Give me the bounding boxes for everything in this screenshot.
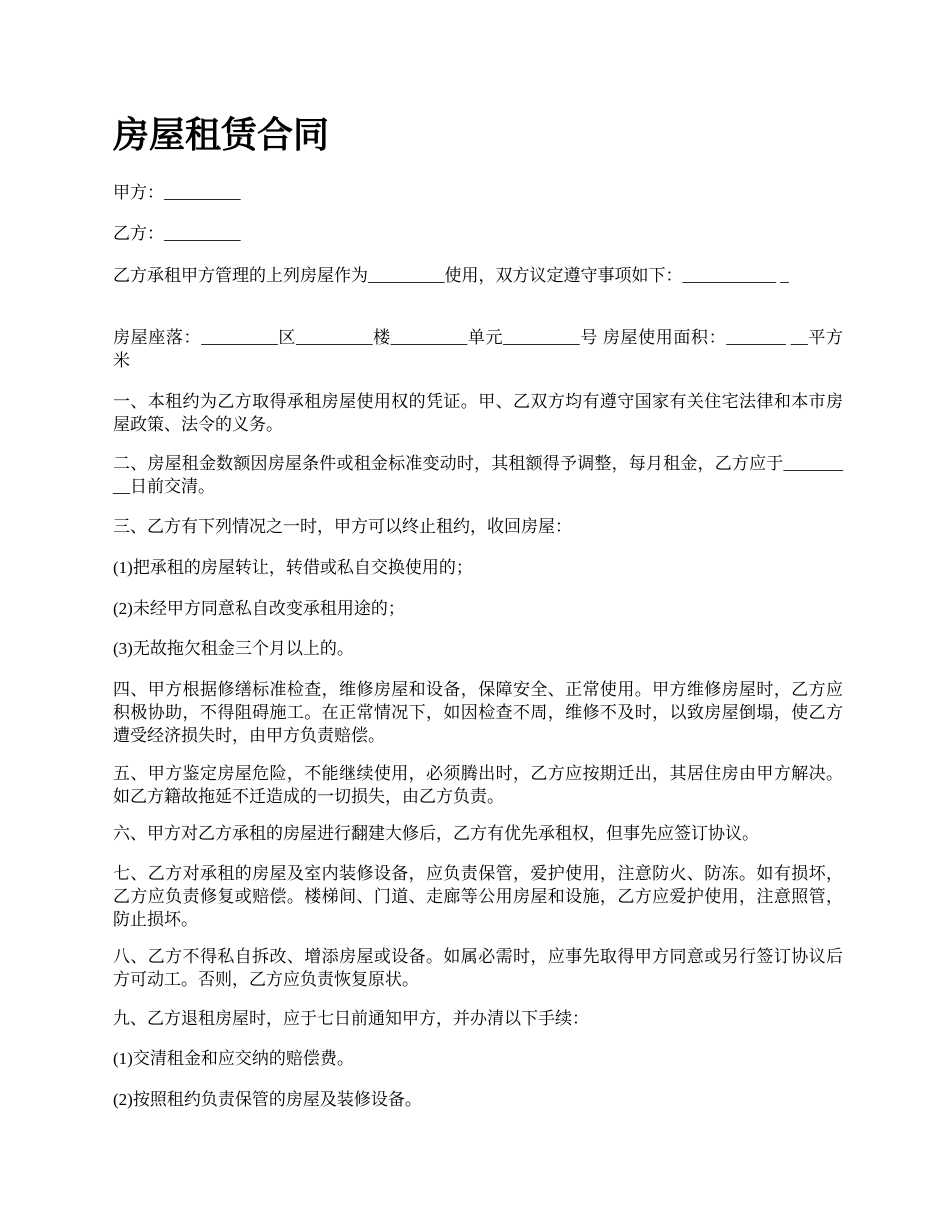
clause-7: 七、乙方对承租的房屋及室内装修设备，应负责保管，爱护使用，注意防火、防冻。如有损坏，乙方应负责修复或赔偿。楼梯间、门道、走廊等公用房屋和设施，乙方应爱护使用，注意照管，防止损坏。 xyxy=(113,864,843,929)
clause-6: 六、甲方对乙方承租的房屋进行翻建大修后，乙方有优先承租权，但事先应签订协议。 xyxy=(113,824,759,843)
clause-3: 三、乙方有下列情况之一时，甲方可以终止租约，收回房屋： xyxy=(113,517,572,536)
property-location: 房屋座落：_________区_________楼_________单元_________号 房屋使用面积：_______ __平方米 xyxy=(113,328,843,370)
clause-9-item-1: (1)交清租金和应交纳的赔偿费。 xyxy=(113,1049,354,1068)
clause-4: 四、甲方根据修缮标准检查，维修房屋和设备，保障安全、正常使用。甲方维修房屋时，乙方应积极协助，不得阻碍施工。在正常情况下，如因检查不周，维修不及时，以致房屋倒塌，使乙方遭受经济损失时，由甲方负责赔偿。 xyxy=(113,680,843,745)
party-a-line: 甲方：_________ xyxy=(113,183,241,202)
clause-3-item-1: (1)把承租的房屋转让，转借或私自交换使用的； xyxy=(113,558,473,577)
clause-2: 二、房屋租金数额因房屋条件或租金标准变动时，其租额得予调整，每月租金，乙方应于_________日前交清。 xyxy=(113,454,843,496)
clause-9-item-2: (2)按照租约负责保管的房屋及装修设备。 xyxy=(113,1090,422,1109)
clause-8: 八、乙方不得私自拆改、增添房屋或设备。如属必需时，应事先取得甲方同意或另行签订协议后方可动工。否则，乙方应负责恢复原状。 xyxy=(113,947,843,989)
clause-3-item-3: (3)无故拖欠租金三个月以上的。 xyxy=(113,639,354,658)
party-b-line: 乙方：_________ xyxy=(113,224,241,243)
clause-9: 九、乙方退租房屋时，应于七日前通知甲方，并办清以下手续： xyxy=(113,1009,589,1028)
clause-5: 五、甲方鉴定房屋危险，不能继续使用，必须腾出时，乙方应按期迁出，其居住房由甲方解决。如乙方籍故拖延不迁造成的一切损失，由乙方负责。 xyxy=(113,764,843,806)
clause-1: 一、本租约为乙方取得承租房屋使用权的凭证。甲、乙双方均有遵守国家有关住宅法律和本市房屋政策、法令的义务。 xyxy=(113,392,843,434)
clause-3-item-2: (2)未经甲方同意私自改变承租用途的； xyxy=(113,599,405,618)
document-title: 房屋租赁合同 xyxy=(113,115,330,156)
usage-clause: 乙方承租甲方管理的上列房屋作为_________使用，双方议定遵守事项如下：___________ _ xyxy=(113,266,789,285)
